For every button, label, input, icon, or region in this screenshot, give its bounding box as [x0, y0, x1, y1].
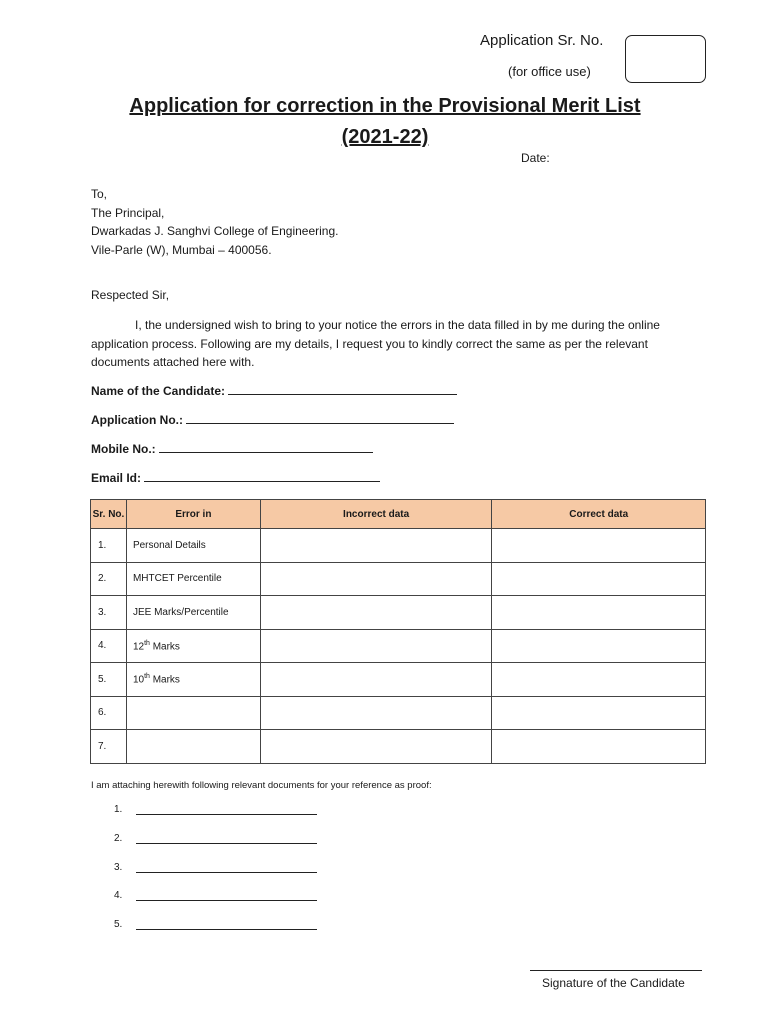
page-title-year: (2021-22): [341, 126, 429, 148]
table-row: [91, 730, 706, 764]
field-label: Name of the Candidate:: [91, 384, 229, 398]
field-label: Email Id:: [91, 471, 145, 485]
page-title: Application for correction in the Provisional Merit List: [129, 95, 641, 117]
row-number: 3.: [91, 596, 127, 630]
row-number: 4.: [91, 629, 127, 663]
table-row: [91, 596, 706, 630]
mobile-no-line[interactable]: [159, 441, 373, 453]
correct-data-cell[interactable]: [492, 663, 706, 697]
table-row: [91, 663, 706, 697]
header-error-in: Error in: [126, 500, 260, 529]
correct-data-cell[interactable]: [492, 596, 706, 630]
signature-label: Signature of the Candidate: [542, 976, 685, 990]
row-item: MHTCET Percentile: [126, 562, 260, 596]
mobile-no-field: [91, 441, 373, 456]
table-row: [91, 529, 706, 563]
document-line[interactable]: [136, 872, 317, 873]
table-row: [91, 629, 706, 663]
document-item: [114, 833, 122, 844]
salutation: Respected Sir,: [91, 288, 170, 302]
document-number: 4.: [114, 890, 123, 901]
field-label: Application No.:: [91, 413, 187, 427]
incorrect-data-cell[interactable]: [260, 629, 492, 663]
email-id-line[interactable]: [144, 470, 380, 482]
row-item: 12th Marks: [126, 629, 260, 663]
document-item: [114, 890, 122, 901]
candidate-name-line[interactable]: [228, 383, 457, 395]
incorrect-data-cell[interactable]: [260, 562, 492, 596]
document-line[interactable]: [136, 900, 317, 901]
error-in-cell[interactable]: [126, 696, 260, 730]
correct-data-cell[interactable]: [492, 529, 706, 563]
email-id-field: [91, 470, 380, 485]
incorrect-data-cell[interactable]: [260, 529, 492, 563]
application-sr-no-label: Application Sr. No.: [480, 32, 604, 49]
table-header-row: [91, 500, 706, 529]
address-line: The Principal,: [91, 205, 165, 220]
row-item: 10th Marks: [126, 663, 260, 697]
correct-data-cell[interactable]: [492, 629, 706, 663]
header-incorrect-data: Incorrect data: [260, 500, 492, 529]
correct-data-cell[interactable]: [492, 730, 706, 764]
sr-no-box: [625, 35, 706, 83]
row-number: 7.: [91, 730, 127, 764]
signature-line[interactable]: [530, 970, 702, 971]
field-label: Mobile No.:: [91, 442, 159, 456]
document-line[interactable]: [136, 814, 317, 815]
document-line[interactable]: [136, 929, 317, 930]
row-number: 5.: [91, 663, 127, 697]
incorrect-data-cell[interactable]: [260, 730, 492, 764]
header-sr-no: [91, 500, 127, 529]
row-item: JEE Marks/Percentile: [126, 596, 260, 630]
document-item: [114, 804, 122, 815]
row-item: Personal Details: [126, 529, 260, 563]
header-correct-data: Correct data: [492, 500, 706, 529]
table-row: [91, 696, 706, 730]
document-number: 2.: [114, 833, 123, 844]
address-block: [91, 185, 338, 259]
correct-data-cell[interactable]: [492, 696, 706, 730]
correction-table: [90, 499, 706, 764]
date-label: Date:: [521, 151, 550, 165]
row-number: 1.: [91, 529, 127, 563]
document-item: [114, 862, 122, 873]
document-number: 1.: [114, 804, 123, 815]
correct-data-cell[interactable]: [492, 562, 706, 596]
office-use-note: (for office use): [508, 64, 591, 79]
application-no-line[interactable]: [186, 412, 454, 424]
incorrect-data-cell[interactable]: [260, 696, 492, 730]
body-text: I, the undersigned wish to bring to your notice the errors in the data filled in by me during the online application process. Following are my details, I request you to kindly correct the same as per the relevant documents attached here with.: [91, 318, 660, 369]
header-text: Sr. No.: [92, 508, 125, 520]
document-item: [114, 919, 122, 930]
address-line: To,: [91, 187, 108, 201]
candidate-name-field: [91, 383, 457, 398]
attachment-note: I am attaching herewith following relevant documents for your reference as proof:: [91, 780, 432, 791]
row-number: 6.: [91, 696, 127, 730]
address-line: Dwarkadas J. Sanghvi College of Engineering.: [91, 224, 339, 238]
table-row: [91, 562, 706, 596]
document-number: 5.: [114, 919, 123, 930]
body-paragraph: [91, 316, 681, 372]
incorrect-data-cell[interactable]: [260, 596, 492, 630]
document-number: 3.: [114, 862, 123, 873]
address-line: Vile-Parle (W), Mumbai – 400056.: [91, 242, 272, 257]
incorrect-data-cell[interactable]: [260, 663, 492, 697]
application-no-field: [91, 412, 454, 427]
row-number: 2.: [91, 562, 127, 596]
document-line[interactable]: [136, 843, 317, 844]
error-in-cell[interactable]: [126, 730, 260, 764]
